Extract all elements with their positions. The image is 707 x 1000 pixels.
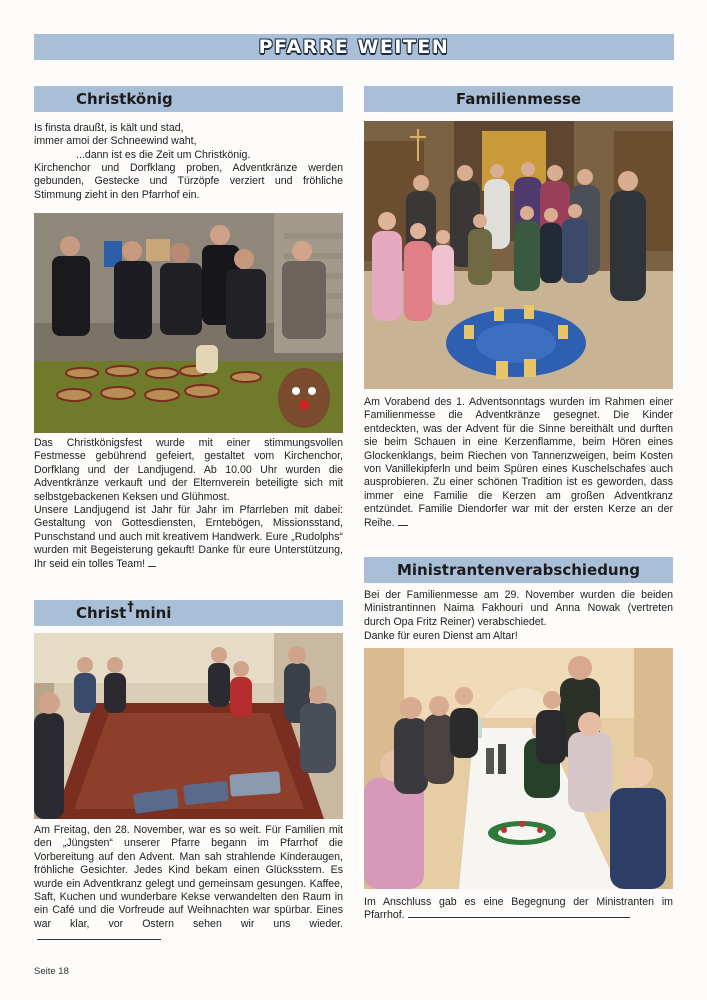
familienmesse-body — [364, 396, 673, 530]
familienmesse-heading-bar — [364, 86, 673, 112]
christkoenig-heading: Christkönig — [76, 90, 173, 108]
page-banner-title: PFARRE WEITEN — [258, 36, 450, 58]
end-rule — [408, 916, 630, 918]
christmini-heading-part1: Christ — [76, 604, 127, 622]
end-rule — [148, 565, 156, 567]
christmini-heading — [34, 600, 172, 622]
familienmesse-heading: Familienmesse — [455, 90, 582, 108]
christkoenig-poem — [34, 122, 343, 162]
end-rule — [398, 524, 408, 526]
christkoenig-body-2-text: Unsere Landjugend ist Jahr für Jahr im Pfarrleben mit dabei: Gestaltung von Gottesdiensten, Erntebögen, Missionsstand, Punschstand und auch mit kreativem Handwerk. Eure „Rudolphs“ wurden mit Begeisterung gekauft! Danke für eure Unterstützung, Ihr seid ein tolles Team! — [34, 504, 343, 570]
ministranten-caption-text: Im Anschluss gab es eine Begegnung der Ministranten im Pfarrhof. — [364, 896, 673, 922]
cross-icon: † — [127, 600, 134, 615]
christkoenig-heading-bar — [34, 86, 343, 112]
photo-christmini-families — [34, 633, 343, 819]
christkoenig-body-1: Das Christkönigsfest wurde mit einer stimmungsvollen Festmesse gebührend gefeiert, gestaltet vom Kirchenchor, Dorfklang und der Landjugend. Ab 10.00 Uhr wurden die Adventkränze verkauft und der Elternverein beteiligte sich mit selbstgebackenen Keksen und Glühmost. — [34, 437, 343, 503]
photo-landjugend-adventkraenze — [34, 213, 343, 433]
ministranten-caption — [364, 896, 673, 923]
christmini-heading-bar — [34, 600, 343, 626]
familienmesse-body-text: Am Vorabend des 1. Adventsonntags wurden im Rahmen einer Familienmesse die Adventkränze gesegnet. Die Kinder entdeckten, was der Advent für die Sinne bereithält und durften sie beim Schauen in eine Kerzenflamme, beim Hören eines Glockenklangs, beim Riechen von Tannenzweigen, beim Kosten von Vanillekipferln und beim Spüren eines Kuschelschafes auch ausprobieren. Zu einer schönen Tradition ist es geworden, dass immer eine Familie die Kerzen am großen Adventkranz entzündet. Familie Diendorfer war mit der ersten Kerze an der Reihe. — [364, 396, 673, 529]
poem-line: ...dann ist es die Zeit um Christkönig. — [76, 148, 251, 161]
ministranten-body-1: Bei der Familienmesse am 29. November wurden die beiden Ministrantinnen Naima Fakhouri und Anna Nowak (vertreten durch Opa Fritz Reiner) verabschiedet. — [364, 589, 673, 628]
page-number: Seite 18 — [34, 966, 69, 977]
photo-ministranten-pfarrhof — [364, 648, 673, 889]
ministranten-body-2: Danke für euren Dienst am Altar! — [364, 630, 518, 642]
christmini-body-text: Am Freitag, den 28. November, war es so weit. Für Familien mit den „Jüngsten“ unserer Pfarre begann im Pfarrhof die Vorbereitung auf den Advent. Man sah strahlende Kinderaugen, fröhliche Gesichter. Jedes Kind bekam einen Glücksstern. Es wurde ein Adventkranz gelegt und gemeinsam gesungen. Kaffee, Saft, Kuchen und wunderbare Kekse verwandelten den Raum in ein Café und die Vorfreude auf Weihnachten war spürbar. Eines war klar, vor Ostern sehen wir uns wieder. — [34, 824, 343, 930]
christkoenig-intro: Kirchenchor und Dorfklang proben, Adventkränze werden gebunden, Gestecke und Türzöpfe verziert und fröhliche Stimmung zieht in den Pfarrhof ein. — [34, 162, 343, 201]
photo-familienmesse-church — [364, 121, 673, 389]
poem-line: immer amoi der Schneewind waht, — [34, 135, 197, 148]
christmini-body — [34, 824, 343, 945]
page-banner — [34, 34, 674, 60]
christmini-heading-part2: mini — [134, 604, 172, 622]
ministranten-heading-bar — [364, 557, 673, 583]
end-rule — [37, 938, 161, 940]
christkoenig-body-2 — [34, 504, 343, 571]
poem-line: Is finsta draußt, is kält und stad, — [34, 122, 184, 134]
ministranten-heading: Ministrantenverabschiedung — [396, 561, 641, 579]
